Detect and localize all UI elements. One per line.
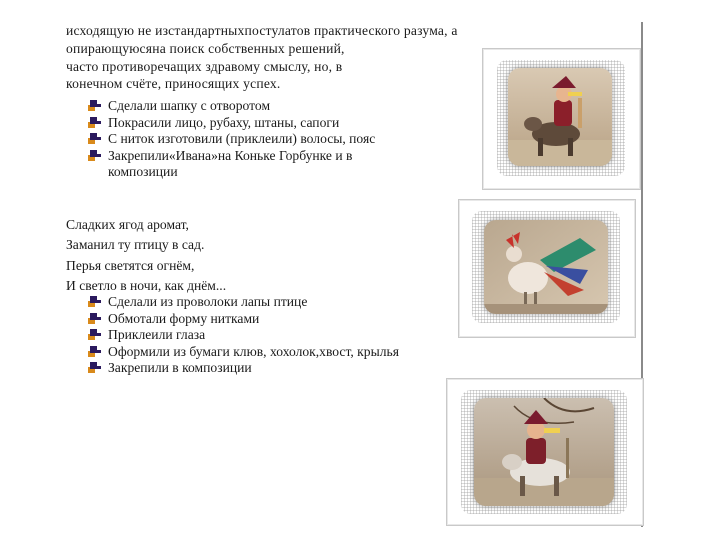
poem-line: Сладких ягод аромат, (66, 217, 189, 232)
list-item-text: Обмотали форму нитками (108, 310, 260, 326)
ivan-steps-list (88, 98, 375, 181)
poem (66, 215, 226, 296)
list-item-text: Закрепили«Ивана»на Коньке Горбунке и в (108, 147, 353, 163)
list-item (88, 311, 399, 328)
arrow-bullet-icon (88, 362, 101, 374)
paragraph-line: опирающуюсяна поиск собственных решений, (66, 40, 345, 56)
arrow-bullet-icon (88, 296, 101, 308)
list-item-text: Закрепили в композиции (108, 360, 252, 376)
poem-line: Перья светятся огнём, (66, 257, 195, 273)
firebird-steps-list (88, 294, 399, 377)
list-item (88, 115, 375, 132)
list-item (88, 360, 399, 377)
photo-ivan-on-horse (508, 68, 612, 166)
arrow-bullet-icon (88, 117, 101, 129)
list-item-text: Оформили из бумаги клюв, хохолок,хвост, крылья (108, 343, 399, 359)
arrow-bullet-icon (88, 133, 101, 145)
paragraph-line: конечном счёте, приносящих успех. (66, 76, 281, 92)
arrow-bullet-icon (88, 329, 101, 341)
arrow-bullet-icon (88, 313, 101, 325)
arrow-bullet-icon (88, 150, 101, 162)
list-item-continuation: композиции (108, 164, 178, 180)
photo-composition (474, 398, 614, 506)
paragraph-line: часто противоречащих здравому смыслу, но, в (66, 58, 343, 74)
poem-line: И светло в ночи, как днём... (66, 277, 227, 293)
list-item (88, 148, 375, 181)
photo-firebird (484, 220, 608, 314)
list-item (88, 344, 399, 361)
list-item-text: Сделали шапку с отворотом (108, 98, 271, 113)
list-item (88, 98, 375, 115)
arrow-bullet-icon (88, 346, 101, 358)
list-item-text: Приклеили глаза (108, 327, 206, 343)
list-item (88, 294, 399, 311)
list-item-text: Сделали из проволоки лапы птице (108, 294, 308, 309)
list-item (88, 327, 399, 344)
arrow-bullet-icon (88, 100, 101, 112)
list-item (88, 131, 375, 148)
poem-line: Заманил ту птицу в сад. (66, 237, 205, 253)
list-item-text: С ниток изготовили (приклеили) волосы, пояс (108, 131, 376, 147)
list-item-text: Покрасили лицо, рубаху, штаны, сапоги (108, 114, 340, 130)
paragraph-line: исходящую не изстандартныхпостулатов практического разума, а (66, 23, 458, 38)
